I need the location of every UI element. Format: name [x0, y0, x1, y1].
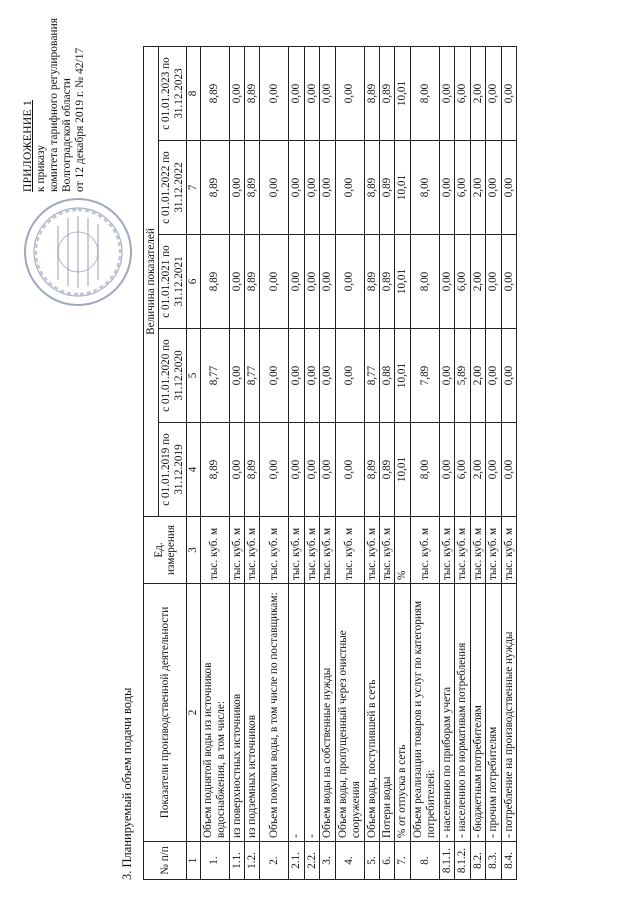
table-row — [289, 47, 304, 880]
row-value: 0,00 — [486, 329, 501, 423]
table-row — [229, 47, 244, 880]
row-value: 8,77 — [364, 329, 379, 423]
row-indicator: - — [304, 584, 319, 842]
row-indicator: Объем воды на собственные нужды — [320, 584, 335, 842]
header-values-group: Величина показателей — [144, 47, 159, 517]
row-value: 0,00 — [486, 141, 501, 235]
row-value: 8,89 — [200, 141, 229, 235]
row-value: 0,00 — [320, 47, 335, 141]
table-row — [364, 47, 379, 880]
row-value: 8,89 — [364, 47, 379, 141]
row-indicator: - — [289, 584, 304, 842]
table-row — [455, 47, 470, 880]
row-indicator: - населению по приборам учета — [439, 584, 454, 842]
row-value: 0,00 — [439, 423, 454, 517]
row-value: 0,00 — [229, 423, 244, 517]
row-value: 8,89 — [245, 47, 260, 141]
row-indicator: из поверхностных источников — [229, 584, 244, 842]
row-value: 0,00 — [439, 141, 454, 235]
row-value: 0,00 — [501, 235, 516, 329]
row-value: 8,89 — [200, 423, 229, 517]
header-period: с 01.01.2021 по 31.12.2021 — [159, 235, 187, 329]
row-value: 2,00 — [470, 329, 485, 423]
row-number: 8.1.2. — [455, 842, 470, 880]
row-value: 0,89 — [380, 141, 395, 235]
appendix-line: от 12 декабря 2019 г. № 42/17 — [74, 47, 86, 192]
row-value: 0,00 — [501, 329, 516, 423]
row-value: 0,00 — [260, 47, 289, 141]
row-value: 8,89 — [245, 423, 260, 517]
row-unit: тыс. куб. м — [289, 517, 304, 584]
row-unit: тыс. куб. м — [486, 517, 501, 584]
row-value: 0,00 — [320, 141, 335, 235]
water-supply-table — [143, 46, 517, 880]
row-value: 8,89 — [200, 47, 229, 141]
row-indicator: Объем воды, пропущенный через очистные сооружения — [335, 584, 364, 842]
table-row — [486, 47, 501, 880]
row-number: 8.4. — [501, 842, 516, 880]
row-number: 8.2. — [470, 842, 485, 880]
column-number: 7 — [187, 141, 200, 235]
row-value: 0,00 — [320, 329, 335, 423]
row-value: 0,00 — [304, 235, 319, 329]
row-value: 10,01 — [395, 47, 410, 141]
row-number: 6. — [380, 842, 395, 880]
appendix-block — [22, 2, 87, 192]
row-value: 8,89 — [200, 235, 229, 329]
row-value: 8,00 — [410, 235, 439, 329]
column-numbers-row — [187, 47, 200, 880]
column-number: 6 — [187, 235, 200, 329]
row-indicator: Объем реализации товаров и услуг по категориям потребителей: — [410, 584, 439, 842]
section-title: 3. Планируемый объем подачи воды — [120, 687, 134, 880]
row-value: 0,00 — [486, 47, 501, 141]
row-value: 0,00 — [439, 235, 454, 329]
table-row — [439, 47, 454, 880]
row-indicator: из подземных источников — [245, 584, 260, 842]
row-value: 0,00 — [289, 47, 304, 141]
row-value: 0,00 — [501, 141, 516, 235]
row-unit: тыс. куб. м — [470, 517, 485, 584]
row-value: 6,00 — [455, 141, 470, 235]
table-row — [200, 47, 229, 880]
row-number: 5. — [364, 842, 379, 880]
column-number: 1 — [187, 842, 200, 880]
row-value: 8,89 — [245, 141, 260, 235]
row-unit: тыс. куб. м — [380, 517, 395, 584]
row-value: 10,01 — [395, 329, 410, 423]
row-unit: тыс. куб. м — [304, 517, 319, 584]
row-value: 0,00 — [229, 235, 244, 329]
column-number: 4 — [187, 423, 200, 517]
row-number: 2.1. — [289, 842, 304, 880]
row-value: 2,00 — [470, 47, 485, 141]
table-row — [470, 47, 485, 880]
row-value: 0,00 — [289, 141, 304, 235]
row-unit: тыс. куб. м — [439, 517, 454, 584]
row-value: 0,00 — [260, 141, 289, 235]
official-seal — [22, 196, 134, 308]
column-number: 8 — [187, 47, 200, 141]
row-value: 0,00 — [289, 329, 304, 423]
row-value: 0,00 — [486, 423, 501, 517]
row-unit: тыс. куб. м — [200, 517, 229, 584]
row-value: 10,01 — [395, 235, 410, 329]
row-value: 0,88 — [380, 329, 395, 423]
header-period: с 01.01.2023 по 31.12.2023 — [159, 47, 187, 141]
row-indicator: - прочим потребителям — [486, 584, 501, 842]
row-value: 6,00 — [455, 423, 470, 517]
row-indicator: - потребление на производственные нужды — [501, 584, 516, 842]
row-value: 8,00 — [410, 47, 439, 141]
row-value: 0,89 — [380, 235, 395, 329]
table-row — [395, 47, 410, 880]
row-value: 6,00 — [455, 47, 470, 141]
row-value: 0,00 — [304, 329, 319, 423]
table-row — [260, 47, 289, 880]
row-value: 0,00 — [335, 141, 364, 235]
row-unit: тыс. куб. м — [455, 517, 470, 584]
row-number: 1. — [200, 842, 229, 880]
row-value: 0,00 — [439, 329, 454, 423]
row-value: 0,00 — [304, 47, 319, 141]
row-value: 0,00 — [304, 141, 319, 235]
row-number: 3. — [320, 842, 335, 880]
row-value: 0,00 — [229, 329, 244, 423]
table-row — [304, 47, 319, 880]
row-value: 0,00 — [335, 235, 364, 329]
row-value: 8,89 — [364, 235, 379, 329]
row-value: 0,00 — [501, 47, 516, 141]
row-value: 8,00 — [410, 423, 439, 517]
row-indicator: - бюджетным потребителям — [470, 584, 485, 842]
column-number: 5 — [187, 329, 200, 423]
row-number: 8. — [410, 842, 439, 880]
row-indicator: Потери воды — [380, 584, 395, 842]
row-value: 0,89 — [380, 423, 395, 517]
row-value: 0,00 — [289, 235, 304, 329]
header-unit: Ед. измерения — [144, 517, 187, 584]
row-value: 6,00 — [455, 235, 470, 329]
row-value: 2,00 — [470, 423, 485, 517]
row-value: 2,00 — [470, 235, 485, 329]
row-unit: тыс. куб. м — [335, 517, 364, 584]
row-unit: тыс. куб. м — [410, 517, 439, 584]
row-value: 0,00 — [260, 235, 289, 329]
row-unit: тыс. куб. м — [320, 517, 335, 584]
row-value: 0,00 — [229, 141, 244, 235]
row-value: 0,00 — [260, 329, 289, 423]
header-indicator: Показатели производственной деятельности — [144, 584, 187, 842]
row-number: 1.1. — [229, 842, 244, 880]
row-value: 8,00 — [410, 141, 439, 235]
row-value: 8,89 — [364, 423, 379, 517]
row-value: 0,00 — [320, 235, 335, 329]
row-number: 8.1.1. — [439, 842, 454, 880]
row-value: 0,00 — [439, 47, 454, 141]
row-value: 0,89 — [380, 47, 395, 141]
row-value: 0,00 — [289, 423, 304, 517]
row-value: 10,01 — [395, 141, 410, 235]
row-unit: % — [395, 517, 410, 584]
row-number: 2. — [260, 842, 289, 880]
row-value: 0,00 — [335, 47, 364, 141]
row-value: 10,01 — [395, 423, 410, 517]
row-value: 0,00 — [486, 235, 501, 329]
row-number: 8.3. — [486, 842, 501, 880]
row-unit: тыс. куб. м — [229, 517, 244, 584]
appendix-line: Волгоградской области — [61, 78, 73, 192]
row-number: 2.2. — [304, 842, 319, 880]
row-value: 0,00 — [501, 423, 516, 517]
row-value: 0,00 — [335, 423, 364, 517]
row-value: 8,89 — [364, 141, 379, 235]
row-value: 0,00 — [320, 423, 335, 517]
row-value: 2,00 — [470, 141, 485, 235]
table-row — [320, 47, 335, 880]
row-unit: тыс. куб. м — [501, 517, 516, 584]
table-row — [245, 47, 260, 880]
column-number: 3 — [187, 517, 200, 584]
row-value: 0,00 — [335, 329, 364, 423]
table-row — [410, 47, 439, 880]
header-num: № п/п — [144, 842, 187, 880]
appendix-line: комитета тарифного регулирования — [48, 17, 60, 192]
row-unit: тыс. куб. м — [260, 517, 289, 584]
row-value: 0,00 — [304, 423, 319, 517]
row-unit: тыс. куб. м — [364, 517, 379, 584]
row-indicator: % от отпуска в сеть — [395, 584, 410, 842]
header-period: с 01.01.2020 по 31.12.2020 — [159, 329, 187, 423]
header-period: с 01.01.2019 по 31.12.2019 — [159, 423, 187, 517]
row-value: 8,77 — [200, 329, 229, 423]
appendix-title: ПРИЛОЖЕНИЕ 1 — [22, 99, 34, 192]
row-value: 0,00 — [260, 423, 289, 517]
row-indicator: - населению по нормативам потребления — [455, 584, 470, 842]
row-value: 8,77 — [245, 329, 260, 423]
table-row — [380, 47, 395, 880]
row-unit: тыс. куб. м — [245, 517, 260, 584]
header-period: с 01.01.2022 по 31.12.2022 — [159, 141, 187, 235]
row-number: 7. — [395, 842, 410, 880]
row-number: 1.2. — [245, 842, 260, 880]
table-row — [501, 47, 516, 880]
row-indicator: Объем покупки воды, в том числе по поставщикам: — [260, 584, 289, 842]
row-indicator: Объем поднятой воды из источников водоснабжения, в том числе: — [200, 584, 229, 842]
row-indicator: Объем воды, поступившей в сеть — [364, 584, 379, 842]
row-number: 4. — [335, 842, 364, 880]
appendix-line: к приказу — [35, 144, 47, 192]
row-value: 5,89 — [455, 329, 470, 423]
table-row — [335, 47, 364, 880]
row-value: 0,00 — [229, 47, 244, 141]
row-value: 8,89 — [245, 235, 260, 329]
row-value: 7,89 — [410, 329, 439, 423]
column-number: 2 — [187, 584, 200, 842]
